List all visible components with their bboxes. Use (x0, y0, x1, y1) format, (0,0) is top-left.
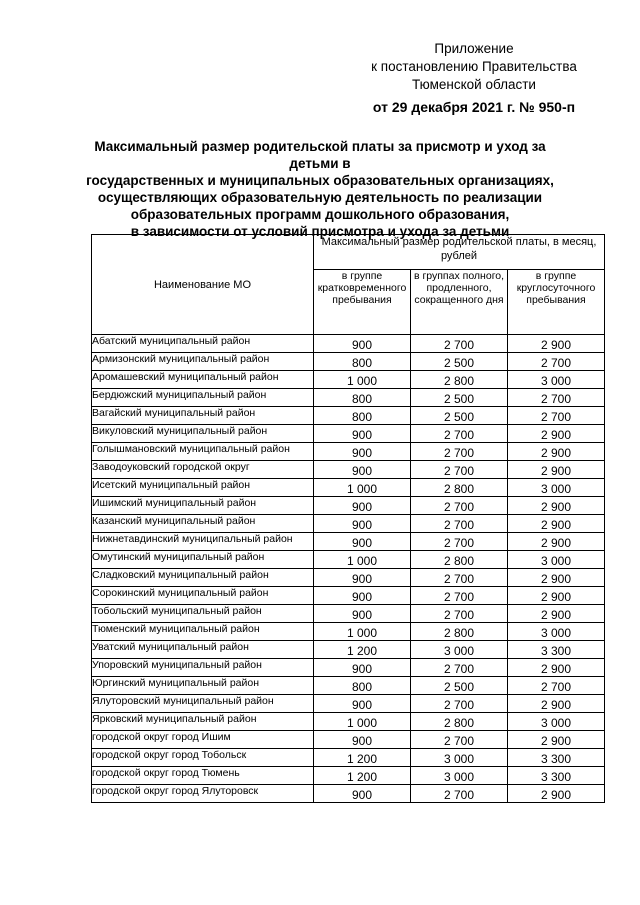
fee-round-the-clock: 2 900 (508, 443, 605, 461)
fee-round-the-clock: 2 900 (508, 533, 605, 551)
fee-full-day: 2 700 (411, 443, 508, 461)
municipality-name: Ярковский муниципальный район (92, 713, 314, 731)
fee-round-the-clock: 3 000 (508, 551, 605, 569)
fee-short-stay: 900 (314, 497, 411, 515)
fee-full-day: 2 800 (411, 371, 508, 389)
municipality-name: Бердюжский муниципальный район (92, 389, 314, 407)
municipality-name: Сорокинский муниципальный район (92, 587, 314, 605)
municipality-name: Заводоуковский городской округ (92, 461, 314, 479)
fee-round-the-clock: 3 000 (508, 371, 605, 389)
municipality-name: Вагайский муниципальный район (92, 407, 314, 425)
fees-table (91, 234, 605, 803)
fee-round-the-clock: 3 000 (508, 479, 605, 497)
table-row (92, 767, 605, 785)
municipality-name: Голышмановский муниципальный район (92, 443, 314, 461)
table-row (92, 335, 605, 353)
fee-full-day: 2 700 (411, 461, 508, 479)
table-row (92, 533, 605, 551)
fee-short-stay: 900 (314, 443, 411, 461)
fee-full-day: 2 500 (411, 389, 508, 407)
municipality-name: Ишимский муниципальный район (92, 497, 314, 515)
table-row (92, 371, 605, 389)
resolution-number: от 29 декабря 2021 г. № 950-п (372, 99, 576, 115)
table-row (92, 515, 605, 533)
fee-full-day: 2 700 (411, 695, 508, 713)
fee-full-day: 2 700 (411, 659, 508, 677)
fee-round-the-clock: 2 700 (508, 389, 605, 407)
fee-full-day: 2 700 (411, 425, 508, 443)
municipality-name: городской округ город Тобольск (92, 749, 314, 767)
fee-full-day: 3 000 (411, 641, 508, 659)
fee-full-day: 3 000 (411, 767, 508, 785)
appendix-label: Приложение (434, 41, 514, 56)
municipality-name: Ялуторовский муниципальный район (92, 695, 314, 713)
table-row (92, 695, 605, 713)
fee-short-stay: 900 (314, 425, 411, 443)
fee-round-the-clock: 2 900 (508, 425, 605, 443)
municipality-name: Викуловский муниципальный район (92, 425, 314, 443)
municipality-name: городской округ город Ялуторовск (92, 785, 314, 803)
fee-short-stay: 900 (314, 605, 411, 623)
municipality-name: Абатский муниципальный район (92, 335, 314, 353)
fee-short-stay: 900 (314, 533, 411, 551)
municipality-name: Казанский муниципальный район (92, 515, 314, 533)
table-row (92, 407, 605, 425)
table-row (92, 479, 605, 497)
document-title (80, 138, 560, 240)
table-row (92, 677, 605, 695)
fee-round-the-clock: 2 900 (508, 461, 605, 479)
fee-round-the-clock: 3 300 (508, 767, 605, 785)
fee-full-day: 2 800 (411, 713, 508, 731)
municipality-name: Аромашевский муниципальный район (92, 371, 314, 389)
table-row (92, 353, 605, 371)
municipality-name: городской округ город Тюмень (92, 767, 314, 785)
fee-round-the-clock: 2 900 (508, 785, 605, 803)
table-row (92, 551, 605, 569)
fee-round-the-clock: 3 000 (508, 713, 605, 731)
fee-round-the-clock: 2 900 (508, 659, 605, 677)
fee-round-the-clock: 3 000 (508, 623, 605, 641)
header-round-the-clock: в группе круглосуточного пребывания (508, 270, 605, 335)
fee-short-stay: 900 (314, 695, 411, 713)
fee-short-stay: 900 (314, 515, 411, 533)
table-row (92, 569, 605, 587)
appendix-region: Тюменской области (412, 77, 536, 92)
fee-full-day: 2 700 (411, 515, 508, 533)
fee-short-stay: 900 (314, 569, 411, 587)
fee-short-stay: 1 200 (314, 767, 411, 785)
fee-round-the-clock: 2 700 (508, 677, 605, 695)
fee-round-the-clock: 2 900 (508, 497, 605, 515)
appendix-resolution-ref: к постановлению Правительства (371, 59, 577, 74)
header-max-fee: Максимальный размер родительской платы, в месяц, рублей (314, 235, 605, 270)
table-row (92, 461, 605, 479)
fee-full-day: 2 500 (411, 407, 508, 425)
fee-short-stay: 1 000 (314, 479, 411, 497)
fee-full-day: 3 000 (411, 749, 508, 767)
fee-full-day: 2 700 (411, 785, 508, 803)
municipality-name: Упоровский муниципальный район (92, 659, 314, 677)
title-line: государственных и муниципальных образовательных организациях, (86, 173, 554, 188)
fee-round-the-clock: 3 300 (508, 749, 605, 767)
municipality-name: Уватский муниципальный район (92, 641, 314, 659)
fee-round-the-clock: 3 300 (508, 641, 605, 659)
table-row (92, 659, 605, 677)
fee-short-stay: 1 000 (314, 623, 411, 641)
municipality-name: Юргинский муниципальный район (92, 677, 314, 695)
fee-full-day: 2 500 (411, 353, 508, 371)
table-row (92, 731, 605, 749)
municipality-name: Армизонский муниципальный район (92, 353, 314, 371)
fee-round-the-clock: 2 700 (508, 407, 605, 425)
municipality-name: Нижнетавдинский муниципальный район (92, 533, 314, 551)
fee-round-the-clock: 2 900 (508, 569, 605, 587)
title-line: Максимальный размер родительской платы за присмотр и уход за детьми в (94, 139, 546, 171)
fee-round-the-clock: 2 900 (508, 515, 605, 533)
table-row (92, 443, 605, 461)
municipality-name: Тобольский муниципальный район (92, 605, 314, 623)
fee-full-day: 2 800 (411, 479, 508, 497)
fee-short-stay: 800 (314, 389, 411, 407)
fee-short-stay: 900 (314, 659, 411, 677)
header-short-stay: в группе кратковременного пребывания (314, 270, 411, 335)
fee-short-stay: 900 (314, 461, 411, 479)
fee-full-day: 2 700 (411, 605, 508, 623)
title-line: осуществляющих образовательную деятельность по реализации (97, 190, 543, 205)
fee-round-the-clock: 2 900 (508, 731, 605, 749)
title-line: образовательных программ дошкольного образования, (130, 207, 510, 222)
fee-short-stay: 900 (314, 731, 411, 749)
fee-round-the-clock: 2 900 (508, 587, 605, 605)
table-row (92, 605, 605, 623)
fee-short-stay: 1 000 (314, 371, 411, 389)
fee-full-day: 2 800 (411, 623, 508, 641)
fee-round-the-clock: 2 900 (508, 605, 605, 623)
fee-short-stay: 900 (314, 335, 411, 353)
fee-short-stay: 1 200 (314, 641, 411, 659)
fee-round-the-clock: 2 900 (508, 695, 605, 713)
fee-short-stay: 1 000 (314, 713, 411, 731)
table-row (92, 497, 605, 515)
fee-full-day: 2 700 (411, 731, 508, 749)
fee-round-the-clock: 2 900 (508, 335, 605, 353)
table-row (92, 641, 605, 659)
table-row (92, 389, 605, 407)
municipality-name: Омутинский муниципальный район (92, 551, 314, 569)
fee-short-stay: 900 (314, 785, 411, 803)
fee-full-day: 2 700 (411, 587, 508, 605)
municipality-name: городской округ город Ишим (92, 731, 314, 749)
fee-short-stay: 1 000 (314, 551, 411, 569)
header-full-day: в группах полного, продленного, сокращенного дня (411, 270, 508, 335)
appendix-block (354, 40, 594, 116)
title-line: в зависимости от условий присмотра и ухода за детьми (130, 224, 510, 239)
header-municipality: Наименование МО (92, 235, 314, 335)
table-row (92, 713, 605, 731)
table-row (92, 749, 605, 767)
table-row (92, 587, 605, 605)
fee-round-the-clock: 2 700 (508, 353, 605, 371)
fee-full-day: 2 800 (411, 551, 508, 569)
municipality-name: Исетский муниципальный район (92, 479, 314, 497)
fee-short-stay: 1 200 (314, 749, 411, 767)
municipality-name: Сладковский муниципальный район (92, 569, 314, 587)
fee-full-day: 2 500 (411, 677, 508, 695)
fee-short-stay: 800 (314, 407, 411, 425)
fee-short-stay: 900 (314, 587, 411, 605)
fee-full-day: 2 700 (411, 497, 508, 515)
fee-short-stay: 800 (314, 353, 411, 371)
fee-full-day: 2 700 (411, 335, 508, 353)
table-row (92, 785, 605, 803)
fee-short-stay: 800 (314, 677, 411, 695)
municipality-name: Тюменский муниципальный район (92, 623, 314, 641)
fee-full-day: 2 700 (411, 569, 508, 587)
table-row (92, 623, 605, 641)
table-row (92, 425, 605, 443)
fee-full-day: 2 700 (411, 533, 508, 551)
